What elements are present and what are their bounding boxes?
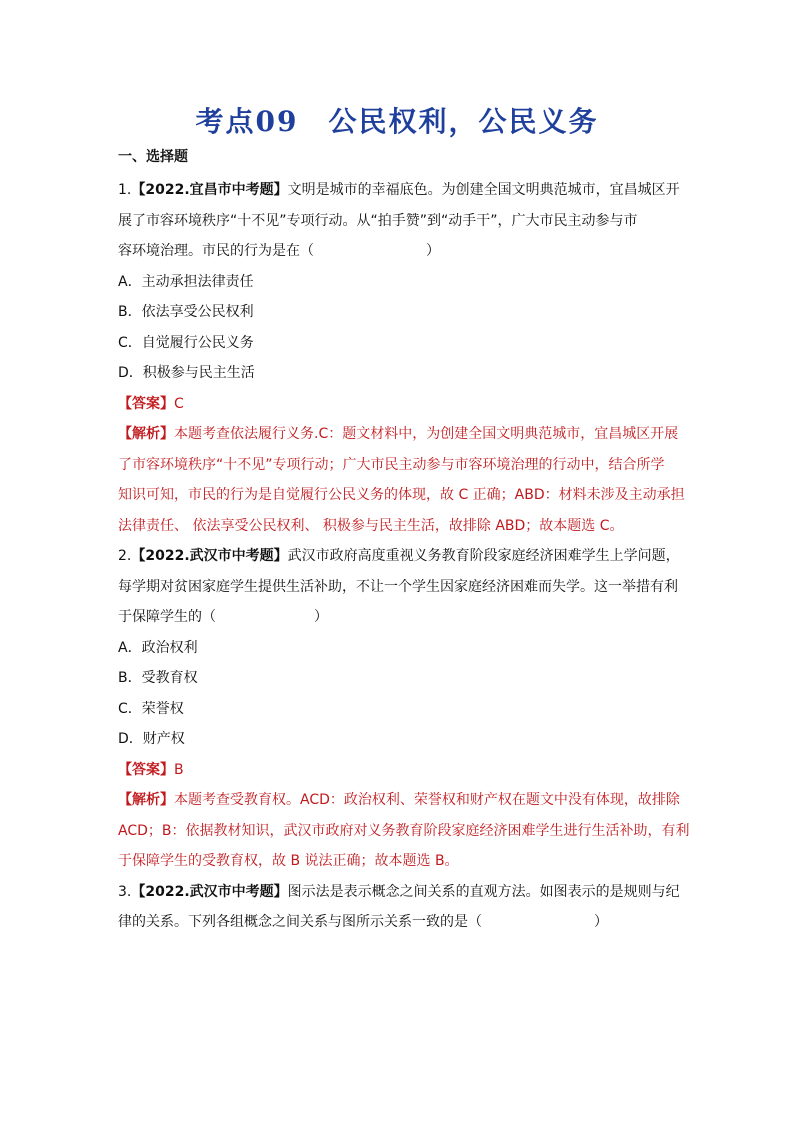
answer-line xyxy=(118,755,678,786)
question-line xyxy=(118,175,678,206)
question-line: 律的关系。下列各组概念之间关系与图所示关系一致的是（ ） xyxy=(118,914,608,930)
answer-value: B xyxy=(174,761,184,778)
answer-tag: 【答案】 xyxy=(118,395,174,412)
page-title: 考点09 公民权利，公民义务 xyxy=(195,105,599,138)
question-list xyxy=(118,175,690,938)
question-2 xyxy=(118,541,690,877)
question-3 xyxy=(118,877,678,938)
question-text: 文明是城市的幸福底色。为创建全国文明典范城市，宜昌城区开 xyxy=(287,182,680,198)
question-line: 容环境治理。市民的行为是在（ ） xyxy=(118,243,440,259)
question-line xyxy=(118,877,678,908)
explanation-tag: 【解析】 xyxy=(118,426,174,442)
question-text: 武汉市政府高度重视义务教育阶段家庭经济困难学生上学问题， xyxy=(287,548,680,564)
answer-value: C xyxy=(174,395,184,412)
question-number: 3. xyxy=(118,883,132,900)
option-b: B．依法享受公民权利 xyxy=(118,304,254,320)
explanation-text: 本题考查受教育权。ACD：政治权利、荣誉权和财产权在题文中没有体现，故排除 xyxy=(174,792,680,808)
section-heading: 一、选择题 xyxy=(118,149,188,165)
option-a: A．主动承担法律责任 xyxy=(118,273,254,290)
explanation-line: 知识可知，市民的行为是自觉履行公民义务的体现，故 C 正确；ABD：材料未涉及主动承担 xyxy=(118,487,685,503)
question-line xyxy=(118,541,678,572)
option-c: C．自觉履行公民义务 xyxy=(118,334,254,351)
explanation-line xyxy=(118,785,678,816)
option-d: D．积极参与民主生活 xyxy=(118,365,255,381)
question-line: 于保障学生的（ ） xyxy=(118,609,328,625)
explanation-line: 了市容环境秩序“十不见”专项行动；广大市民主动参与市容环境治理的行动中，结合所学 xyxy=(118,456,665,473)
option-a: A．政治权利 xyxy=(118,639,198,656)
option-d: D．财产权 xyxy=(118,731,185,747)
question-line: 展了市容环境秩序“十不见”专项行动。从“拍手赞”到“动手干”，广大市民主动参与市 xyxy=(118,212,638,229)
explanation-line: 于保障学生的受教育权，故 B 说法正确；故本题选 B。 xyxy=(118,853,459,869)
question-number: 1. xyxy=(118,182,132,198)
explanation-line: ACD；B：依据教材知识，武汉市政府对义务教育阶段家庭经济困难学生进行生活补助，有利 xyxy=(118,822,690,839)
question-number: 2. xyxy=(118,548,132,564)
option-c: C．荣誉权 xyxy=(118,700,184,717)
question-source-tag: 【2022.宜昌市中考题】 xyxy=(131,182,288,198)
explanation-line xyxy=(118,419,678,450)
question-source-tag: 【2022.武汉市中考题】 xyxy=(131,548,288,564)
question-source-tag: 【2022.武汉市中考题】 xyxy=(131,883,288,900)
option-b: B．受教育权 xyxy=(118,670,198,686)
explanation-tag: 【解析】 xyxy=(118,792,174,808)
explanation-text: 本题考查依法履行义务.C：题文材料中，为创建全国文明典范城市，宜昌城区开展 xyxy=(174,426,679,442)
question-1 xyxy=(118,175,685,541)
answer-line xyxy=(118,389,678,420)
question-text: 图示法是表示概念之间关系的直观方法。如图表示的是规则与纪 xyxy=(287,883,680,900)
explanation-line: 法律责任、 依法享受公民权利、 积极参与民主生活，故排除 ABD；故本题选 C。 xyxy=(118,517,624,534)
question-line: 每学期对贫困家庭学生提供生活补助，不让一个学生因家庭经济困难而失学。这一举措有利 xyxy=(118,578,678,595)
answer-tag: 【答案】 xyxy=(118,761,174,778)
